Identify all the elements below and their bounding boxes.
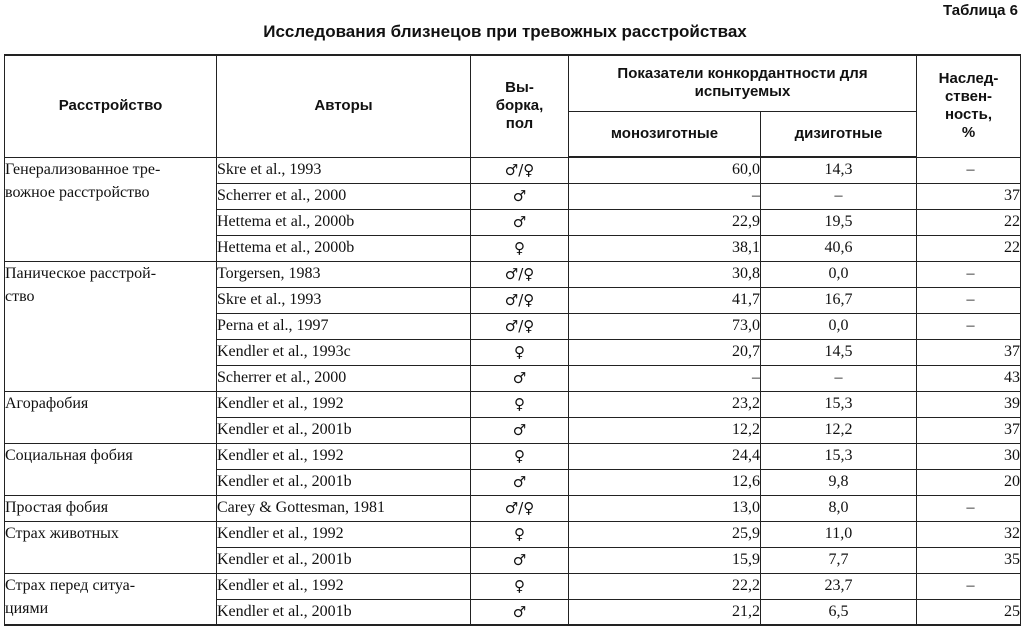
dizygotic-value-cell: – [761, 183, 917, 209]
author-cell: Kendler et al., 1992 [217, 521, 471, 547]
monozygotic-value-cell: 41,7 [569, 287, 761, 313]
table-row [5, 521, 1021, 547]
heritability-value-cell: 39 [917, 391, 1021, 417]
dizygotic-value-cell: 19,5 [761, 209, 917, 235]
dizygotic-value-cell: 23,7 [761, 573, 917, 599]
disorder-cell: Страх перед ситуа- циями [5, 573, 217, 625]
heritability-value-cell: – [917, 573, 1021, 599]
disorder-cell: Социальная фобия [5, 443, 217, 495]
author-cell: Kendler et al., 1992 [217, 391, 471, 417]
sample-sex-cell: ♂/♀ [471, 287, 569, 313]
heritability-value-cell: – [917, 287, 1021, 313]
author-cell: Kendler et al., 2001b [217, 547, 471, 573]
sample-sex-cell: ♂ [471, 547, 569, 573]
header-concordance: Показатели конкордантности для испытуемых [569, 55, 917, 111]
author-cell: Kendler et al., 1992 [217, 573, 471, 599]
author-cell: Kendler et al., 1992 [217, 443, 471, 469]
author-cell: Hettema et al., 2000b [217, 235, 471, 261]
dizygotic-value-cell: – [761, 365, 917, 391]
sample-sex-cell: ♀ [471, 521, 569, 547]
sample-sex-cell: ♂ [471, 183, 569, 209]
heritability-value-cell: 22 [917, 235, 1021, 261]
dizygotic-value-cell: 0,0 [761, 313, 917, 339]
author-cell: Kendler et al., 2001b [217, 599, 471, 625]
header-monozygotic: монозиготные [569, 111, 761, 157]
heritability-value-cell: 37 [917, 183, 1021, 209]
sample-sex-cell: ♂/♀ [471, 313, 569, 339]
author-cell: Scherrer et al., 2000 [217, 365, 471, 391]
disorder-cell: Простая фобия [5, 495, 217, 521]
monozygotic-value-cell: 60,0 [569, 157, 761, 183]
monozygotic-value-cell: 30,8 [569, 261, 761, 287]
monozygotic-value-cell: 12,6 [569, 469, 761, 495]
monozygotic-value-cell: 22,2 [569, 573, 761, 599]
sample-sex-cell: ♂/♀ [471, 157, 569, 183]
monozygotic-value-cell: 23,2 [569, 391, 761, 417]
author-cell: Kendler et al., 1993c [217, 339, 471, 365]
table-number-label: Таблица 6 [942, 2, 1018, 19]
monozygotic-value-cell: 24,4 [569, 443, 761, 469]
header-sample: Вы- борка, пол [471, 55, 569, 157]
heritability-value-cell: – [917, 261, 1021, 287]
sample-sex-cell: ♀ [471, 339, 569, 365]
header-dizygotic: дизиготные [761, 111, 917, 157]
monozygotic-value-cell: 13,0 [569, 495, 761, 521]
heritability-value-cell: 35 [917, 547, 1021, 573]
monozygotic-value-cell: 20,7 [569, 339, 761, 365]
author-cell: Kendler et al., 2001b [217, 469, 471, 495]
heritability-value-cell: – [917, 313, 1021, 339]
table-row [5, 573, 1021, 599]
monozygotic-value-cell: – [569, 183, 761, 209]
table-row [5, 391, 1021, 417]
dizygotic-value-cell: 14,3 [761, 157, 917, 183]
sample-sex-cell: ♂/♀ [471, 495, 569, 521]
monozygotic-value-cell: 25,9 [569, 521, 761, 547]
sample-sex-cell: ♀ [471, 443, 569, 469]
heritability-value-cell: – [917, 157, 1021, 183]
heritability-value-cell: 43 [917, 365, 1021, 391]
dizygotic-value-cell: 15,3 [761, 391, 917, 417]
table-row [5, 443, 1021, 469]
author-cell: Hettema et al., 2000b [217, 209, 471, 235]
sample-sex-cell: ♂ [471, 417, 569, 443]
header-heritability: Наслед- ствен- ность, % [917, 55, 1021, 157]
heritability-value-cell: – [917, 495, 1021, 521]
author-cell: Scherrer et al., 2000 [217, 183, 471, 209]
twin-studies-table [4, 54, 1021, 626]
monozygotic-value-cell: – [569, 365, 761, 391]
sample-sex-cell: ♂ [471, 209, 569, 235]
heritability-value-cell: 37 [917, 417, 1021, 443]
monozygotic-value-cell: 38,1 [569, 235, 761, 261]
disorder-cell: Генерализованное тре- вожное расстройство [5, 157, 217, 261]
table-row [5, 261, 1021, 287]
table-title: Исследования близнецов при тревожных расстройствах [263, 22, 747, 41]
monozygotic-value-cell: 12,2 [569, 417, 761, 443]
header-disorder: Расстройство [5, 55, 217, 157]
disorder-cell: Страх животных [5, 521, 217, 573]
monozygotic-value-cell: 73,0 [569, 313, 761, 339]
author-cell: Skre et al., 1993 [217, 157, 471, 183]
sample-sex-cell: ♀ [471, 573, 569, 599]
author-cell: Carey & Gottesman, 1981 [217, 495, 471, 521]
sample-sex-cell: ♂ [471, 365, 569, 391]
disorder-cell: Агорафобия [5, 391, 217, 443]
dizygotic-value-cell: 7,7 [761, 547, 917, 573]
heritability-value-cell: 20 [917, 469, 1021, 495]
author-cell: Skre et al., 1993 [217, 287, 471, 313]
table-row [5, 157, 1021, 183]
sample-sex-cell: ♀ [471, 391, 569, 417]
monozygotic-value-cell: 15,9 [569, 547, 761, 573]
dizygotic-value-cell: 40,6 [761, 235, 917, 261]
author-cell: Perna et al., 1997 [217, 313, 471, 339]
monozygotic-value-cell: 21,2 [569, 599, 761, 625]
heritability-value-cell: 25 [917, 599, 1021, 625]
dizygotic-value-cell: 6,5 [761, 599, 917, 625]
sample-sex-cell: ♂ [471, 599, 569, 625]
dizygotic-value-cell: 9,8 [761, 469, 917, 495]
dizygotic-value-cell: 15,3 [761, 443, 917, 469]
dizygotic-value-cell: 12,2 [761, 417, 917, 443]
monozygotic-value-cell: 22,9 [569, 209, 761, 235]
sample-sex-cell: ♂/♀ [471, 261, 569, 287]
dizygotic-value-cell: 8,0 [761, 495, 917, 521]
author-cell: Kendler et al., 2001b [217, 417, 471, 443]
table-body [5, 157, 1021, 625]
sample-sex-cell: ♂ [471, 469, 569, 495]
heritability-value-cell: 22 [917, 209, 1021, 235]
dizygotic-value-cell: 14,5 [761, 339, 917, 365]
table-row [5, 495, 1021, 521]
heritability-value-cell: 32 [917, 521, 1021, 547]
author-cell: Torgersen, 1983 [217, 261, 471, 287]
sample-sex-cell: ♀ [471, 235, 569, 261]
header-authors: Авторы [217, 55, 471, 157]
heritability-value-cell: 30 [917, 443, 1021, 469]
disorder-cell: Паническое расстрой- ство [5, 261, 217, 391]
dizygotic-value-cell: 11,0 [761, 521, 917, 547]
dizygotic-value-cell: 0,0 [761, 261, 917, 287]
heritability-value-cell: 37 [917, 339, 1021, 365]
dizygotic-value-cell: 16,7 [761, 287, 917, 313]
